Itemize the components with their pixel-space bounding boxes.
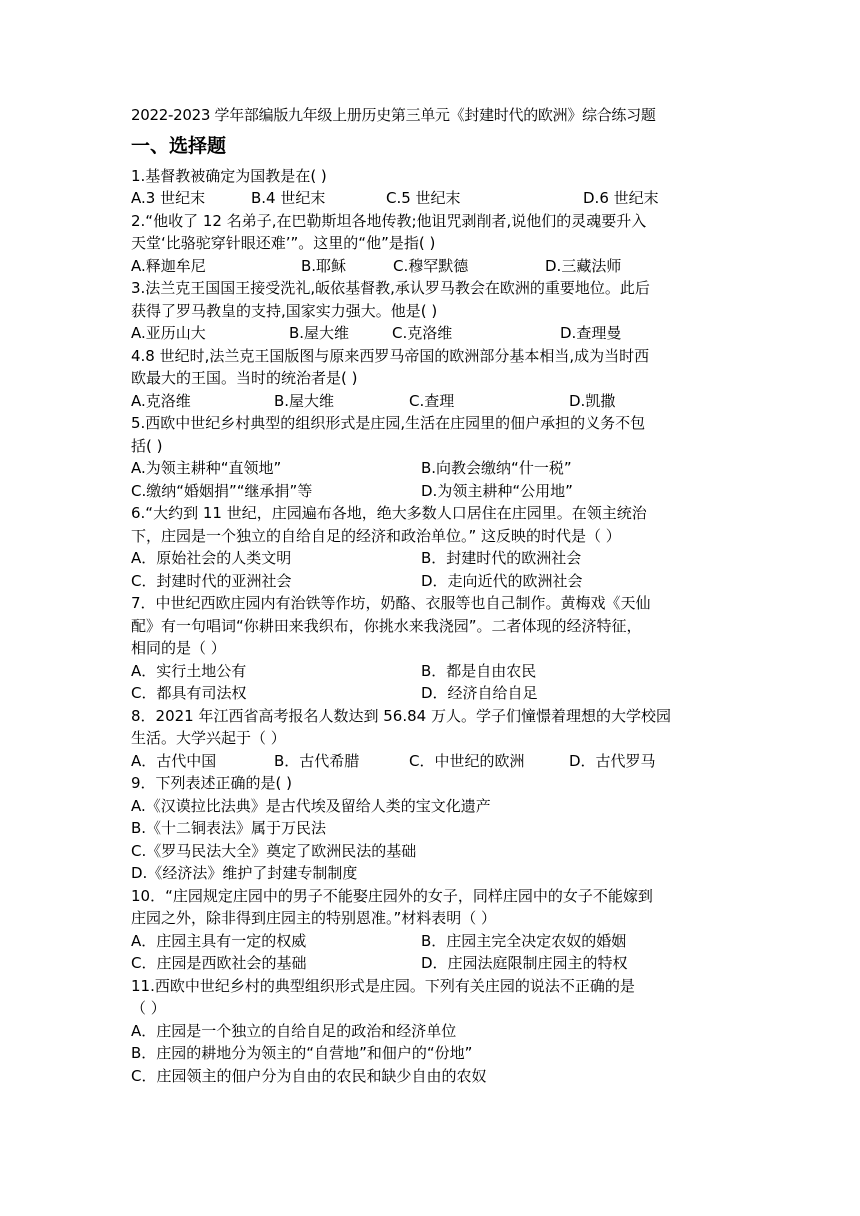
question-text-line: 获得了罗马教皇的支持,国家实力强大。他是( ) [131,301,438,320]
option-text: A.释迦牟尼 [131,256,206,275]
option-text: C．都具有司法权 [131,684,247,702]
question-text-line: B.《十二铜表法》属于万民法 [131,819,327,837]
option-text: B.屋大维 [274,391,335,410]
option-text: D．经济自给自足 [421,684,538,702]
option-row [131,570,733,593]
question-text-line: A．庄园是一个独立的自给自足的政治和经济单位 [131,1021,457,1040]
option-row [131,457,733,480]
question-text-line: 天堂‘比骆驼穿针眼还难’”。这里的“他”是指( ) [131,234,436,252]
question-stem [131,705,733,750]
question-text-line: 相同的是（ ） [131,639,226,657]
option-text: C．封建时代的亚洲社会 [131,571,292,590]
question-text-line: C.《罗马民法大全》奠定了欧洲民法的基础 [131,841,417,860]
option-row [131,660,733,683]
question-text-line: 9．下列表述正确的是( ) [131,774,293,792]
option-text: A．古代中国 [131,751,217,770]
question-item [131,412,733,502]
option-row [131,322,733,345]
option-text: C.5 世纪末 [386,189,461,207]
question-item [131,277,733,345]
option-row [131,750,733,773]
option-row [131,255,733,278]
question-item [131,165,733,210]
option-text: C．庄园是西欧社会的基础 [131,954,307,972]
question-item [131,210,733,278]
option-text: A.3 世纪末 [131,189,206,207]
question-text-line: 7．中世纪西欧庄园内有治铁等作坊，奶酪、衣服等也自己制作。黄梅戏《天仙 [131,594,651,612]
option-text: A.为领主耕种“直领地” [131,459,282,477]
option-text: B．封建时代的欧洲社会 [421,549,582,567]
question-stem [131,502,733,547]
option-row [131,952,733,975]
option-text: A.亚历山大 [131,324,206,342]
question-stem [131,772,733,885]
option-text: D．古代罗马 [569,751,656,770]
question-stem [131,165,733,188]
question-text-line: 11.西欧中世纪乡村的典型组织形式是庄园。下列有关庄园的说法不正确的是 [131,976,635,995]
option-text: D．走向近代的欧洲社会 [421,571,583,590]
option-text: D．庄园法庭限制庄园主的特权 [421,954,628,972]
question-item [131,592,733,705]
question-text-line: 1.基督教被确定为国教是在( ) [131,166,327,185]
option-text: D.凯撒 [569,391,616,410]
question-text-line: 欧最大的王国。当时的统治者是( ) [131,369,358,387]
question-text-line: 2.“他收了 12 名弟子,在巴勒斯坦各地传教;他诅咒剥削者,说他们的灵魂要升入 [131,211,647,230]
question-text-line: 下，庄园是一个独立的自给自足的经济和政治单位。” 这反映的时代是（ ） [131,526,621,545]
option-row [131,682,733,705]
question-item [131,885,733,975]
question-text-line: 配》有一句唱词“你耕田来我织布，你挑水来我浇园”。二者体现的经济特征， [131,616,642,635]
question-text-line: 5.西欧中世纪乡村典型的组织形式是庄园,生活在庄园里的佃户承担的义务不包 [131,414,646,432]
question-text-line: 括( ) [131,436,163,455]
option-text: B．古代希腊 [274,751,360,770]
question-item [131,705,733,773]
question-text-line: B．庄园的耕地分为领主的“自营地”和佃户的“份地” [131,1044,473,1062]
option-row [131,930,733,953]
question-stem [131,885,733,930]
document-content [131,104,733,1087]
option-text: B.向教会缴纳“什一税” [421,459,572,477]
question-text-line: （ ） [131,999,166,1017]
question-list [131,165,733,1088]
question-item [131,772,733,885]
question-text-line: A.《汉谟拉比法典》是古代埃及留给人类的宝文化遗产 [131,796,491,815]
question-text-line: 庄园之外，除非得到庄园主的特别恩准。”材料表明（ ） [131,909,497,927]
question-text-line: 10．“庄园规定庄园中的男子不能娶庄园外的女子，同样庄园中的女子不能嫁到 [131,886,653,905]
option-text: B.耶稣 [301,256,347,275]
option-row [131,480,733,503]
option-text: A．原始社会的人类文明 [131,549,292,567]
question-text-line: 4.8 世纪时,法兰克王国版图与原来西罗马帝国的欧洲部分基本相当,成为当时西 [131,346,650,365]
option-row [131,187,733,210]
document-title: 2022-2023 学年部编版九年级上册历史第三单元《封建时代的欧洲》综合练习题 [131,106,656,124]
question-item [131,502,733,592]
question-text-line: 8．2021 年江西省高考报名人数达到 56.84 万人。学子们憧憬着理想的大学校园 [131,706,671,725]
option-text: B.4 世纪末 [251,189,326,207]
question-text-line: 6.“大约到 11 世纪，庄园遍布各地，绝大多数人口居住在庄园里。在领主统治 [131,504,647,522]
section-heading: 一、选择题 [131,134,227,157]
question-stem [131,592,733,660]
option-text: B.屋大维 [289,324,350,342]
question-text-line: 生活。大学兴起于（ ） [131,729,286,747]
option-text: B．都是自由农民 [421,661,537,680]
option-text: C.克洛维 [392,324,453,342]
question-text-line: C．庄园领主的佃户分为自由的农民和缺少自由的农奴 [131,1066,487,1085]
question-item [131,975,733,1088]
question-stem [131,277,733,322]
option-text: D.6 世纪末 [583,189,659,207]
option-text: C.缴纳“婚姻捐”“继承捐”等 [131,481,313,500]
option-text: B．庄园主完全决定农奴的婚姻 [421,931,627,950]
question-text-line: 3.法兰克王国国王接受洗礼,皈依基督教,承认罗马教会在欧洲的重要地位。此后 [131,279,650,297]
option-text: A.克洛维 [131,391,191,410]
question-stem [131,412,733,457]
question-item [131,345,733,413]
question-stem [131,210,733,255]
option-text: C.查理 [409,391,455,410]
option-row [131,390,733,413]
question-text-line: D.《经济法》维护了封建专制制度 [131,864,358,882]
question-stem [131,345,733,390]
option-text: D.为领主耕种“公用地” [421,481,573,500]
question-stem [131,975,733,1088]
option-text: D.三藏法师 [545,256,622,275]
option-text: C.穆罕默德 [393,256,469,275]
option-text: A．实行土地公有 [131,661,247,680]
option-text: A．庄园主具有一定的权威 [131,931,307,950]
option-row [131,547,733,570]
option-text: C．中世纪的欧洲 [409,751,525,770]
option-text: D.查理曼 [560,324,622,342]
